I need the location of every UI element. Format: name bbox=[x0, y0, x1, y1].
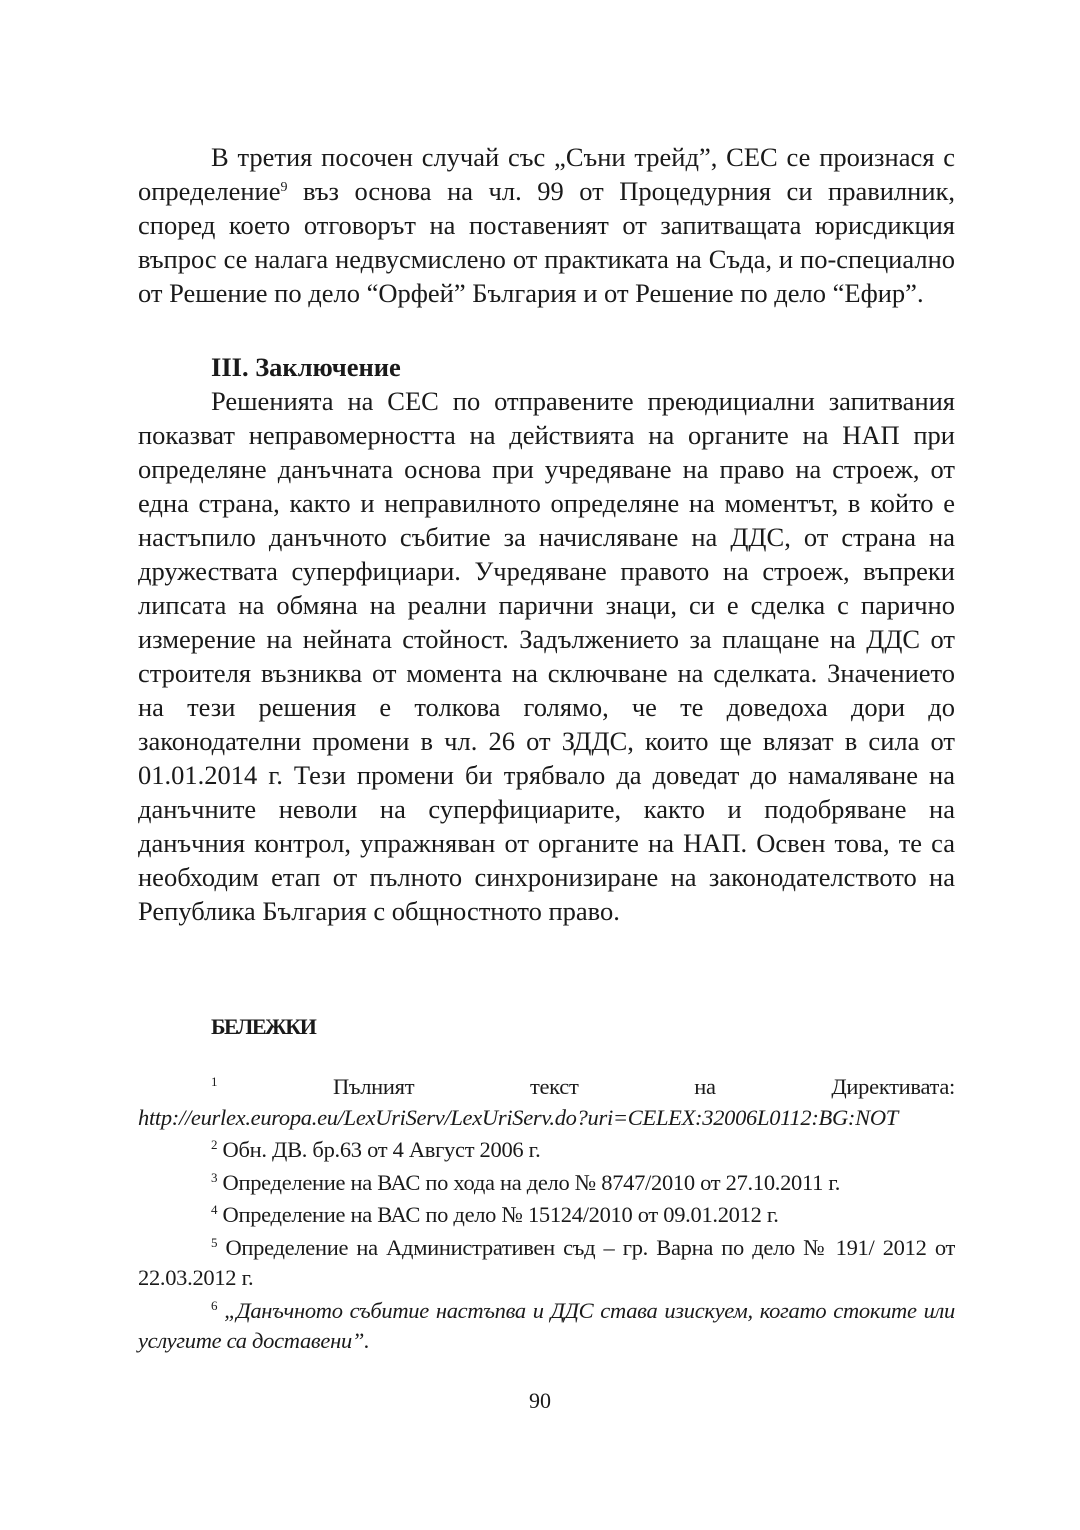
footnote-4 bbox=[138, 1200, 955, 1231]
paragraph-intro-part1: В третия посочен случай със „Съни трейд”, СЕС се произнася с определение bbox=[138, 142, 955, 206]
page-number: 90 bbox=[529, 1388, 551, 1413]
paragraph-intro-part2: въз основа на чл. 99 от Процедурния си правилник, според което отговорът на поставеният от запитващата юрисдикция въпрос се налага недвусмислено от практиката на Съда, и по-специално от Решение по дело “Орфей” България и от Решение по дело “Ефир”. bbox=[138, 176, 955, 308]
footnote-link[interactable]: http://eurlex.europa.eu/LexUriServ/LexUriServ.do?uri=CELEX:32006L0112:BG:NOT bbox=[138, 1104, 898, 1130]
footnote-text: Пълният текст на Директивата: bbox=[217, 1074, 955, 1099]
footnote-ref-9[interactable]: 9 bbox=[280, 180, 288, 195]
footnote-1 bbox=[138, 1072, 955, 1133]
footnote-number: 3 bbox=[211, 1169, 218, 1185]
footnote-number: 2 bbox=[211, 1137, 218, 1152]
notes-title: БЕЛЕЖКИ bbox=[211, 1014, 316, 1039]
footnote-number: 5 bbox=[211, 1234, 218, 1250]
footnote-number: 6 bbox=[211, 1297, 218, 1313]
footnote-quote: „Данъчното събитие настъпва и ДДС става изискуем, когато стоките или услугите са доставени”. bbox=[138, 1297, 955, 1353]
footnote-6 bbox=[138, 1296, 955, 1357]
footnote-text: Определение на Административен съд – гр. Варна по дело № 191/ 2012 от 22.03.2012 г. bbox=[138, 1234, 955, 1290]
paragraph-intro bbox=[138, 140, 955, 310]
footnote-5 bbox=[138, 1233, 955, 1294]
footnote-number: 4 bbox=[211, 1202, 218, 1217]
footnote-text: Определение на ВАС по дело № 15124/2010 от 09.01.2012 г. bbox=[217, 1202, 779, 1227]
section-heading: III. Заключение bbox=[211, 352, 401, 382]
footnotes-list bbox=[138, 1072, 955, 1357]
footnote-2 bbox=[138, 1135, 955, 1166]
footnote-text: Обн. ДВ. бр.63 от 4 Август 2006 г. bbox=[217, 1137, 541, 1162]
footnote-number: 1 bbox=[211, 1074, 218, 1089]
footnote-text: Определение на ВАС по хода на дело № 8747/2010 от 27.10.2011 г. bbox=[217, 1169, 841, 1195]
footnote-3 bbox=[138, 1168, 955, 1199]
conclusion-paragraph: Решенията на СЕС по отправените преюдициални запитвания показват неправомерността на действията на органите на НАП при определяне данъчната основа при учредяване на право на строеж, от една страна, както и неправилното определяне на моментът, в който е настъпило данъчното събитие за начисляване на ДДС, от страна на дружествата суперфициари. Учредяване правото на строеж, въпреки липсата на обмяна на реални парични знаци, си е сделка с парично измерение на нейната стойност. Задължението за плащане на ДДС от строителя възниква от момента на сключване на сделката. Значението на тези решения е толкова голямо, че те доведоха дори до законодателни промени в чл. 26 от ЗДДС, които ще влязат в сила от 01.01.2014 г. Тези промени би трябвало да доведат до намаляване на данъчните неволи на суперфициарите, както и подобряване на данъчния контрол, упражняван от органите на НАП. Освен това, те са необходим етап от пълното синхронизиране на законодателството на Република България с общностното право. bbox=[138, 386, 955, 926]
document-page bbox=[138, 140, 955, 1359]
